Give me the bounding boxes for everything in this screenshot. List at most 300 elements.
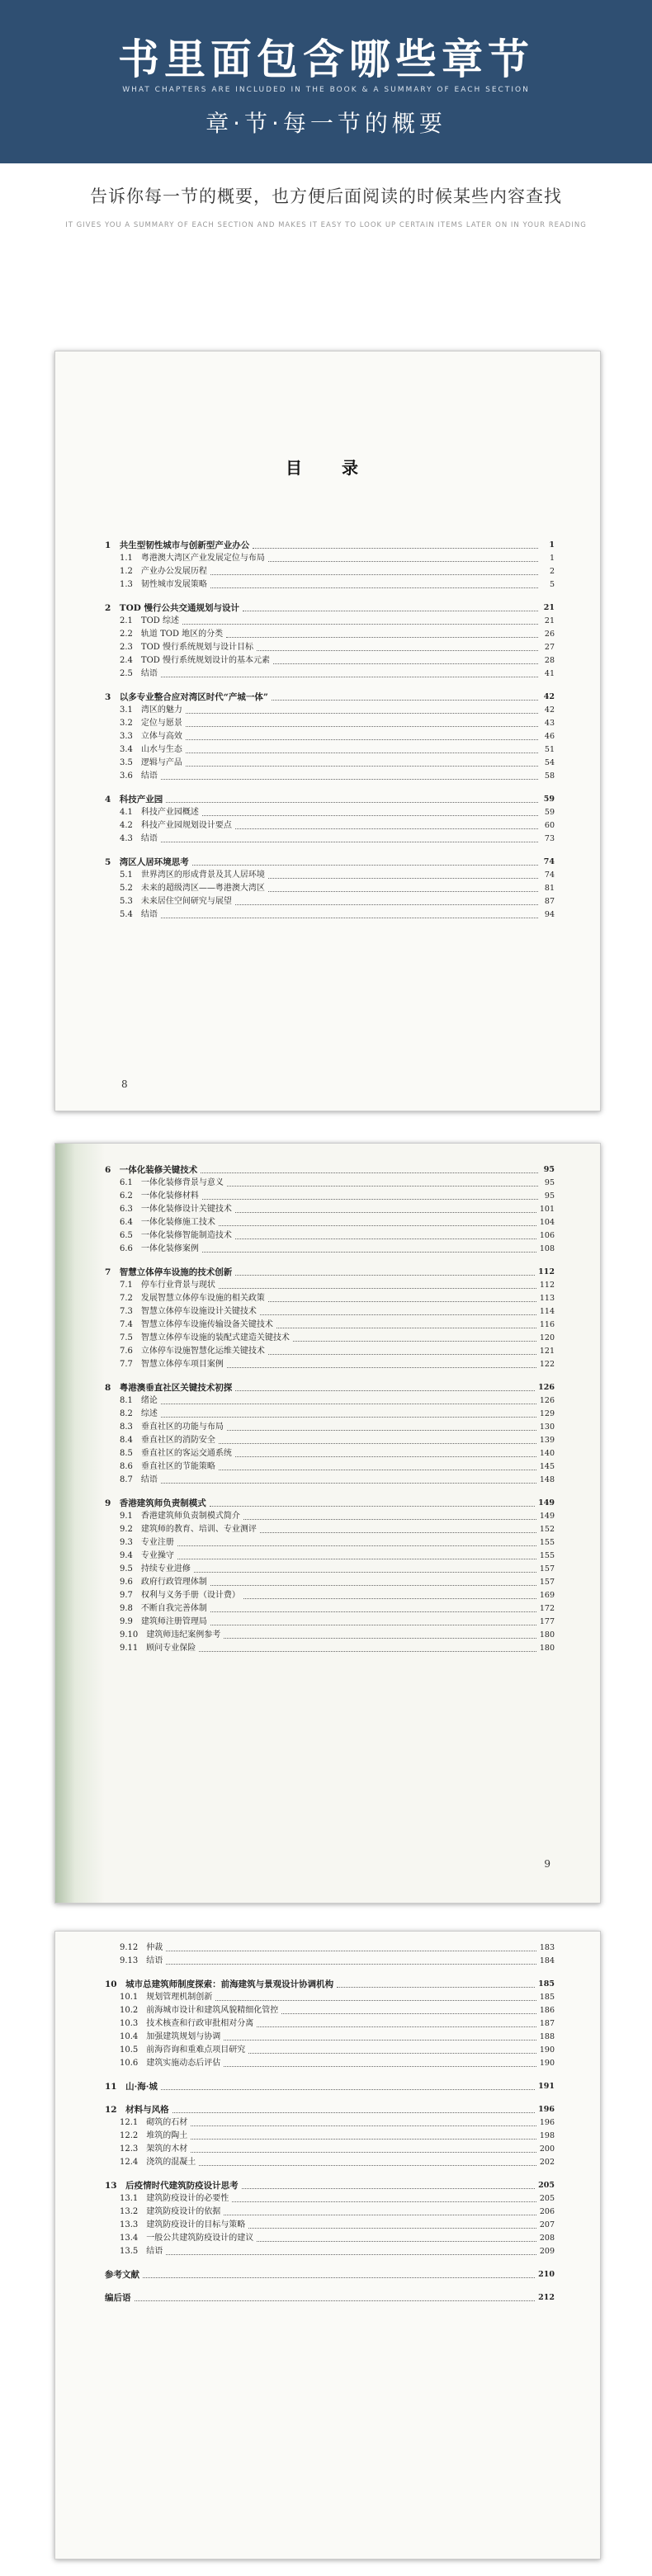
toc-section-entry (105, 1421, 555, 1434)
toc-leader-dots (191, 2139, 536, 2140)
toc-entry-title: 9.13 结语 (120, 1956, 163, 1965)
toc-entry-title: 9.6 政府行政管理体制 (120, 1578, 207, 1587)
toc-entry-title: 3.3 立体与高效 (120, 732, 182, 741)
toc-entry-title: 5.1 世界湾区的形成背景及其人居环境 (120, 870, 265, 880)
toc-entry-page: 130 (539, 1422, 555, 1432)
toc-leader-dots (186, 739, 538, 740)
toc-section-entry (105, 2245, 555, 2258)
toc-entry-page: 112 (538, 1267, 555, 1276)
toc-chapter-entry (105, 1380, 555, 1394)
toc-leader-dots (201, 1172, 538, 1173)
toc-leader-dots (227, 1186, 538, 1187)
toc-entry-page: 205 (538, 2181, 555, 2190)
toc-entry-page: 101 (539, 1205, 555, 1214)
toc-section-entry (105, 1279, 555, 1292)
toc-entry-title: 13.2 建筑防疫设计的依据 (120, 2207, 221, 2216)
toc-section-entry (105, 770, 555, 783)
toc-entry-title: 6.2 一体化装修材料 (120, 1191, 199, 1201)
toc-entry-title: 10.3 技术核查和行政审批相对分离 (120, 2019, 254, 2028)
toc-entry-title: 9.11 顾问专业保险 (120, 1644, 196, 1653)
toc-section-entry (105, 1394, 555, 1408)
toc-entry-page: 42 (543, 692, 555, 701)
toc-leader-dots (273, 663, 538, 664)
toc-section-entry (105, 1229, 555, 1243)
toc-leader-dots (166, 802, 538, 803)
toc-entry-page: 180 (539, 1644, 555, 1653)
toc-entry-title: 6.3 一体化装修设计关键技术 (120, 1205, 232, 1214)
toc-entry-title: 编后语 (105, 2293, 131, 2303)
toc-entry-title: 5.3 未来居住空间研究与展望 (120, 897, 232, 906)
toc-section-entry (105, 2017, 555, 2031)
toc-section-entry (105, 668, 555, 681)
toc-leader-dots (268, 878, 538, 879)
toc-entry-title: 13.1 建筑防疫设计的必要性 (120, 2194, 229, 2203)
toc-entry-title: 8.7 结语 (120, 1475, 158, 1484)
toc-section-entry (105, 806, 555, 819)
toc-entry-title: 7.6 立体停车设施智慧化运维关键技术 (120, 1347, 265, 1356)
header-banner (0, 0, 652, 163)
toc-leader-dots (268, 1354, 536, 1355)
toc-leader-dots (253, 548, 538, 549)
toc-chapter-entry (105, 2102, 555, 2116)
toc-section-entry (105, 757, 555, 770)
toc-leader-dots (268, 1301, 536, 1302)
toc-entry-title: 8.1 绪论 (120, 1396, 158, 1405)
toc-entry-page: 59 (543, 795, 555, 804)
toc-section-entry (105, 2057, 555, 2070)
toc-entry-title: 8.6 垂直社区的节能策略 (120, 1462, 215, 1471)
toc-entry-page: 43 (544, 719, 555, 728)
toc-leader-dots (210, 1506, 535, 1507)
toc-entry-page: 184 (539, 1956, 555, 1965)
toc-entry-page: 95 (544, 1191, 555, 1201)
toc-entry-title: 2.4 TOD 慢行系统规划设计的基本元素 (120, 656, 270, 665)
toc-leader-dots (161, 779, 538, 780)
toc-entry-title: 12.1 砌筑的石材 (120, 2118, 188, 2127)
toc-entry-page: 200 (539, 2144, 555, 2154)
toc-entry-title: 4.3 结语 (120, 834, 158, 843)
toc-entry-page: 51 (544, 745, 555, 754)
toc-leader-dots (172, 2112, 536, 2113)
toc-leader-dots (199, 2165, 536, 2166)
toc-entry-page: 198 (539, 2131, 555, 2140)
toc-entry-title: 10.4 加强建筑规划与协调 (120, 2032, 221, 2041)
header-subtitle: 章·节·每一节的概要 (206, 110, 446, 137)
toc-entry-page: 41 (544, 669, 555, 678)
toc-entry-title: 2.3 TOD 慢行系统规划与设计目标 (120, 643, 253, 652)
toc-leader-dots (337, 1987, 535, 1988)
toc-chapter-entry (105, 1495, 555, 1510)
toc-section-entry (105, 1616, 555, 1629)
toc-entry-page: 116 (539, 1320, 555, 1329)
toc-section-entry (105, 641, 555, 654)
toc-section-entry (105, 1358, 555, 1371)
toc-section-entry (105, 1447, 555, 1460)
toc-entry-page: 60 (544, 821, 555, 830)
toc-section-entry (105, 1629, 555, 1642)
toc-entry-page: 46 (544, 732, 555, 741)
toc-section-entry (105, 1434, 555, 1447)
toc-entry-page: 2 (549, 567, 555, 576)
toc-entry-title: 10 城市总建筑师制度探索：前海建筑与景观设计协调机构 (105, 1979, 334, 1989)
toc-section-entry (105, 1332, 555, 1345)
toc-section-entry (105, 895, 555, 908)
toc-entry-title: 2.2 轨道 TOD 地区的分类 (120, 630, 224, 639)
toc-leader-dots (260, 1314, 536, 1315)
toc-leader-dots (235, 1456, 536, 1457)
toc-entry-title: 9.3 专业注册 (120, 1538, 174, 1547)
toc-section-entry (105, 882, 555, 895)
toc-entry-title: 8 粤港澳垂直社区关键技术初探 (105, 1383, 233, 1393)
toc-leader-dots (199, 1651, 536, 1652)
toc-entry-page: 95 (543, 1165, 555, 1174)
toc-section-entry (105, 2156, 555, 2169)
toc-leader-dots (210, 1585, 536, 1586)
page-number: 9 (544, 1858, 550, 1870)
toc-entry-title: 2.5 结语 (120, 669, 158, 678)
toc-entry-page: 106 (539, 1231, 555, 1240)
toc-entry-title: 10.1 规划管理机制创新 (120, 1993, 213, 2002)
toc-entry-title: 参考文献 (105, 2270, 139, 2280)
toc-section-entry (105, 1460, 555, 1474)
toc-section-entry (105, 2130, 555, 2143)
toc-section-entry (105, 654, 555, 668)
toc-entry-title: 10.5 前海咨询和重难点项目研究 (120, 2045, 246, 2055)
toc-entry-page: 129 (539, 1409, 555, 1418)
toc-section-entry (105, 1345, 555, 1358)
toc-section-entry (105, 2232, 555, 2245)
toc-list (105, 529, 555, 922)
toc-leader-dots (219, 1443, 536, 1444)
toc-section-entry (105, 1550, 555, 1563)
toc-leader-dots (191, 2152, 536, 2153)
toc-entry-page: 87 (544, 897, 555, 906)
toc-entry-title: 9.8 不断自我完善体制 (120, 1604, 207, 1613)
toc-chapter-entry (105, 854, 555, 869)
toc-entry-title: 3 以多专业整合应对湾区时代“产城一体” (105, 692, 268, 702)
toc-entry-page: 126 (538, 1383, 555, 1392)
toc-entry-page: 81 (544, 884, 555, 893)
toc-leader-dots (232, 2201, 536, 2202)
toc-entry-title: 4.1 科技产业园概述 (120, 808, 199, 817)
toc-entry-title: 13.5 结语 (120, 2247, 163, 2256)
toc-chapter-entry (105, 2290, 555, 2305)
toc-section-entry (105, 704, 555, 717)
toc-entry-page: 177 (539, 1617, 555, 1626)
toc-entry-title: 1.2 产业办公发展历程 (120, 567, 207, 576)
toc-entry-page: 145 (539, 1462, 555, 1471)
toc-section-entry (105, 1941, 555, 1955)
toc-section-entry (105, 1536, 555, 1550)
toc-entry-title: 1 共生型韧性城市与创新型产业办公 (105, 540, 250, 550)
toc-entry-page: 208 (539, 2234, 555, 2243)
toc-section-entry (105, 1991, 555, 2004)
toc-leader-dots (224, 2040, 536, 2041)
toc-entry-title: 7.5 智慧立体停车设施的装配式建造关键技术 (120, 1333, 290, 1342)
toc-entry-page: 54 (544, 758, 555, 767)
toc-section-entry (105, 908, 555, 922)
toc-entry-page: 120 (539, 1333, 555, 1342)
toc-leader-dots (135, 2300, 536, 2301)
toc-leader-dots (182, 624, 538, 625)
toc-section-entry (105, 1190, 555, 1203)
toc-section-entry (105, 2192, 555, 2206)
toc-entry-title: 4.2 科技产业园规划设计要点 (120, 821, 232, 830)
toc-entry-title: 9.9 建筑师注册管理局 (120, 1617, 207, 1626)
toc-entry-title: 6.4 一体化装修施工技术 (120, 1218, 215, 1227)
toc-leader-dots (161, 1417, 536, 1418)
toc-leader-dots (202, 815, 538, 816)
toc-leader-dots (272, 700, 538, 701)
toc-section-entry (105, 615, 555, 628)
toc-section-entry (105, 2031, 555, 2044)
toc-leader-dots (192, 865, 538, 866)
toc-section-entry (105, 869, 555, 882)
toc-entry-page: 155 (539, 1538, 555, 1547)
toc-entry-page: 1 (549, 540, 555, 550)
toc-leader-dots (210, 587, 538, 588)
toc-section-entry (105, 2219, 555, 2232)
toc-leader-dots (235, 1390, 535, 1391)
toc-section-entry (105, 2206, 555, 2219)
header-subtitle-en: WHAT CHAPTERS ARE INCLUDED IN THE BOOK & A SUMMARY OF EACH SECTION (122, 86, 530, 94)
toc-leader-dots (235, 1275, 535, 1276)
toc-entry-title: 9.5 持续专业进修 (120, 1564, 191, 1573)
toc-entry-title: 11 山·海·城 (105, 2082, 158, 2092)
toc-entry-title: 9.7 权利与义务手册（设计费） (120, 1591, 240, 1600)
toc-entry-page: 185 (539, 1993, 555, 2002)
toc-entry-title: 9 香港建筑师负责制模式 (105, 1498, 206, 1508)
toc-leader-dots (243, 1519, 536, 1520)
toc-leader-dots (219, 1288, 536, 1289)
toc-leader-dots (226, 637, 538, 638)
toc-leader-dots (257, 2241, 536, 2242)
toc-entry-page: 140 (539, 1449, 555, 1458)
toc-entry-page: 202 (539, 2158, 555, 2167)
toc-entry-page: 121 (539, 1347, 555, 1356)
toc-entry-page: 108 (539, 1244, 555, 1253)
toc-entry-page: 206 (539, 2207, 555, 2216)
toc-section-entry (105, 552, 555, 565)
toc-entry-page: 126 (539, 1396, 555, 1405)
toc-entry-title: 3.1 湾区的魅力 (120, 705, 182, 715)
toc-leader-dots (219, 1225, 536, 1226)
toc-entry-title: 9.2 建筑师的教育、培训、专业测评 (120, 1525, 257, 1534)
intro-text: 告诉你每一节的概要，也方便后面阅读的时候某些内容查找 (90, 186, 562, 206)
toc-section-entry (105, 1576, 555, 1589)
toc-entry-title: 6 一体化装修关键技术 (105, 1165, 198, 1175)
toc-entry-title: 7.2 发展智慧立体停车设施的相关政策 (120, 1294, 265, 1303)
toc-leader-dots (166, 2254, 536, 2255)
toc-leader-dots (235, 1212, 536, 1213)
toc-entry-title: 1.3 韧性城市发展策略 (120, 580, 207, 589)
toc-entry-title: 9.10 建筑师违纪案例参考 (120, 1630, 221, 1639)
intro-text-en: IT GIVES YOU A SUMMARY OF EACH SECTION AND MAKES IT EASY TO LOOK UP CERTAIN ITEMS LATER ON IN YOUR READING (65, 221, 587, 229)
toc-entry-page: 28 (544, 656, 555, 665)
toc-section-entry (105, 1292, 555, 1305)
toc-entry-title: 13 后疫情时代建筑防疫设计思考 (105, 2181, 239, 2191)
toc-entry-page: 190 (539, 2059, 555, 2068)
toc-entry-page: 180 (539, 1630, 555, 1639)
toc-leader-dots (242, 2188, 536, 2189)
toc-entry-title: 13.4 一般公共建筑防疫设计的建议 (120, 2234, 254, 2243)
toc-leader-dots (224, 2066, 536, 2067)
toc-leader-dots (257, 2026, 536, 2027)
toc-leader-dots (227, 1367, 536, 1368)
toc-entry-page: 95 (544, 1178, 555, 1187)
toc-section-entry (105, 2004, 555, 2017)
toc-entry-page: 169 (539, 1591, 555, 1600)
toc-chapter-entry (105, 1162, 555, 1177)
toc-entry-page: 157 (539, 1578, 555, 1587)
toc-entry-title: 12.4 浇筑的混凝土 (120, 2158, 196, 2167)
toc-entry-title: 3.2 定位与愿景 (120, 719, 182, 728)
toc-leader-dots (186, 713, 538, 714)
toc-entry-page: 94 (544, 910, 555, 919)
toc-leader-dots (257, 650, 538, 651)
toc-entry-title: 12.3 架筑的木材 (120, 2144, 188, 2154)
toc-entry-title: 8.4 垂直社区的消防安全 (120, 1436, 215, 1445)
toc-leader-dots (166, 1964, 536, 1965)
toc-section-entry (105, 1216, 555, 1229)
toc-leader-dots (248, 2228, 536, 2229)
toc-section-entry (105, 1642, 555, 1655)
toc-section-entry (105, 1474, 555, 1487)
toc-entry-page: 42 (544, 705, 555, 715)
toc-entry-page: 26 (544, 630, 555, 639)
toc-entry-page: 152 (539, 1525, 555, 1534)
toc-leader-dots (224, 1638, 536, 1639)
toc-entry-page: 187 (539, 2019, 555, 2028)
toc-entry-title: 3.6 结语 (120, 771, 158, 781)
toc-entry-page: 74 (544, 870, 555, 880)
toc-leader-dots (260, 1532, 536, 1533)
toc-leader-dots (202, 1199, 538, 1200)
toc-section-entry (105, 743, 555, 757)
toc-entry-title: 7 智慧立体停车设施的技术创新 (105, 1267, 233, 1277)
toc-section-entry (105, 833, 555, 846)
toc-entry-page: 157 (539, 1564, 555, 1573)
toc-chapter-entry (105, 2267, 555, 2281)
toc-leader-dots (235, 1238, 536, 1239)
toc-section-entry (105, 1510, 555, 1523)
toc-leader-dots (268, 891, 538, 892)
toc-leader-dots (177, 1545, 536, 1546)
toc-page-1 (54, 351, 601, 1111)
toc-section-entry (105, 565, 555, 578)
toc-list (105, 1941, 555, 2305)
toc-entry-title: 5.2 未来的超级湾区——粤港澳大湾区 (120, 884, 265, 893)
toc-chapter-entry (105, 689, 555, 704)
page-number: 8 (121, 1078, 128, 1090)
toc-leader-dots (186, 726, 538, 727)
toc-entry-page: 21 (544, 616, 555, 625)
toc-section-entry (105, 1563, 555, 1576)
toc-entry-title: 10.6 建筑实施动态后评估 (120, 2059, 221, 2068)
toc-entry-page: 5 (549, 580, 555, 589)
toc-section-entry (105, 1955, 555, 1968)
toc-section-entry (105, 1523, 555, 1536)
toc-entry-title: 12.2 堆筑的陶土 (120, 2131, 188, 2140)
toc-section-entry (105, 1602, 555, 1616)
toc-entry-page: 191 (538, 2082, 555, 2091)
toc-entry-page: 112 (539, 1281, 555, 1290)
toc-chapter-entry (105, 791, 555, 806)
toc-section-entry (105, 1589, 555, 1602)
toc-leader-dots (268, 561, 538, 562)
toc-entry-title: 7.1 停车行业背景与现状 (120, 1281, 215, 1290)
toc-entry-title: 12 材料与风格 (105, 2105, 169, 2115)
toc-entry-page: 122 (539, 1360, 555, 1369)
toc-leader-dots (281, 2013, 536, 2014)
toc-entry-title: 6.5 一体化装修智能制造技术 (120, 1231, 232, 1240)
toc-entry-title: 2.1 TOD 综述 (120, 616, 179, 625)
toc-section-entry (105, 2116, 555, 2130)
toc-leader-dots (248, 2053, 536, 2054)
toc-entry-page: 212 (538, 2293, 555, 2302)
toc-entry-page: 209 (539, 2247, 555, 2256)
toc-entry-title: 9.1 香港建筑师负责制模式简介 (120, 1512, 240, 1521)
toc-entry-page: 27 (544, 643, 555, 652)
toc-leader-dots (235, 904, 538, 905)
toc-entry-page: 210 (538, 2270, 555, 2279)
toc-section-entry (105, 1319, 555, 1332)
toc-entry-title: 6.6 一体化装修案例 (120, 1244, 199, 1253)
toc-section-entry (105, 717, 555, 730)
toc-leader-dots (194, 1572, 536, 1573)
toc-leader-dots (161, 2089, 535, 2090)
toc-entry-title: 2 TOD 慢行公共交通规划与设计 (105, 603, 240, 613)
toc-section-entry (105, 1177, 555, 1190)
toc-entry-title: 8.2 综述 (120, 1409, 158, 1418)
toc-entry-page: 186 (539, 2006, 555, 2015)
toc-entry-page: 172 (539, 1604, 555, 1613)
toc-entry-title: 3.4 山水与生态 (120, 745, 182, 754)
toc-section-entry (105, 1243, 555, 1256)
toc-entry-title: 7.4 智慧立体停车设施传输设备关键技术 (120, 1320, 273, 1329)
toc-leader-dots (293, 1341, 536, 1342)
toc-entry-page: 196 (538, 2105, 555, 2114)
toc-entry-page: 73 (544, 834, 555, 843)
toc-entry-page: 1 (549, 554, 555, 563)
toc-leader-dots (191, 2125, 536, 2126)
toc-section-entry (105, 819, 555, 833)
toc-entry-page: 114 (539, 1307, 555, 1316)
toc-entry-page: 183 (539, 1943, 555, 1952)
toc-page-3 (54, 1931, 601, 2559)
toc-entry-page: 113 (539, 1294, 555, 1303)
toc-entry-page: 21 (543, 603, 555, 612)
toc-entry-title: 5 湾区人居环境思考 (105, 857, 189, 867)
toc-entry-title: 4 科技产业园 (105, 795, 163, 804)
toc-leader-dots (227, 1430, 536, 1431)
toc-entry-page: 207 (539, 2220, 555, 2229)
toc-leader-dots (143, 2277, 535, 2278)
toc-leader-dots (210, 1611, 536, 1612)
toc-chapter-entry (105, 600, 555, 615)
toc-entry-page: 190 (539, 2045, 555, 2055)
toc-section-entry (105, 730, 555, 743)
toc-chapter-entry (105, 2177, 555, 2192)
toc-section-entry (105, 578, 555, 592)
toc-entry-title: 9.4 专业操守 (120, 1551, 174, 1560)
toc-entry-page: 185 (538, 1979, 555, 1989)
toc-section-entry (105, 628, 555, 641)
toc-entry-page: 104 (539, 1218, 555, 1227)
toc-page-2 (54, 1143, 601, 1904)
toc-entry-page: 149 (538, 1498, 555, 1507)
toc-entry-page: 148 (539, 1475, 555, 1484)
